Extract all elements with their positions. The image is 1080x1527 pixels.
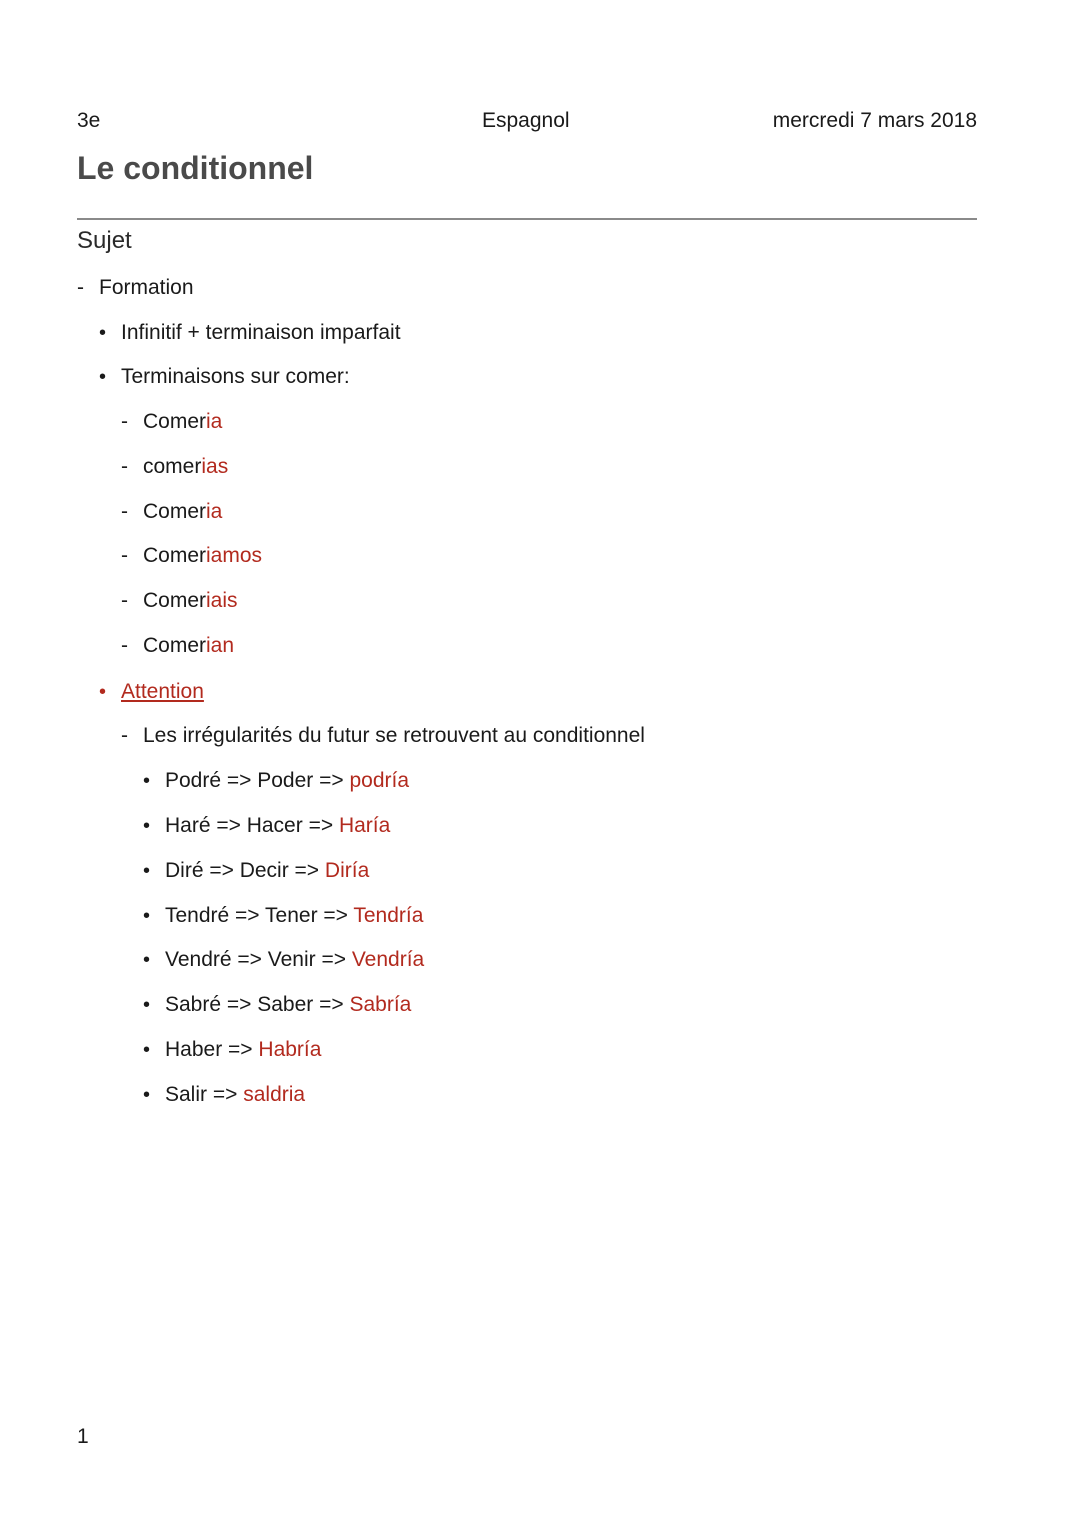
- conditional-form: podría: [349, 769, 410, 792]
- list-item-infinitif: [99, 320, 401, 346]
- dash-marker: -: [121, 589, 128, 612]
- conjugation-item: [121, 543, 263, 569]
- bullet-marker: •: [143, 1084, 151, 1106]
- conditional-form: Sabría: [349, 993, 412, 1016]
- verb-stem: Comer: [143, 410, 207, 433]
- verb-ending: ian: [206, 634, 235, 657]
- list-item-attention: [99, 679, 204, 705]
- list-item-text: Infinitif + terminaison imparfait: [121, 321, 401, 344]
- subject: Espagnol: [482, 109, 570, 132]
- page-title: Le conditionnel: [77, 150, 314, 186]
- attention-link[interactable]: Attention: [121, 680, 204, 703]
- verb-forms: Haré => Hacer =>: [165, 814, 339, 837]
- irregular-verb-item: [143, 947, 425, 973]
- verb-forms: Podré => Poder =>: [165, 769, 350, 792]
- verb-forms: Haber =>: [165, 1038, 259, 1061]
- dash-marker: -: [121, 634, 128, 657]
- bullet-marker: •: [143, 815, 151, 837]
- dash-marker: -: [121, 724, 128, 747]
- bullet-marker: •: [143, 994, 151, 1016]
- conditional-form: Diría: [324, 859, 370, 882]
- conditional-form: Haría: [338, 814, 391, 837]
- conjugation-item: [121, 588, 238, 614]
- dash-marker: -: [121, 455, 128, 478]
- irregular-verb-item: [143, 903, 424, 929]
- dash-marker: -: [77, 276, 84, 299]
- verb-stem: comer: [143, 455, 202, 478]
- verb-forms: Sabré => Saber =>: [165, 993, 350, 1016]
- list-item-text: Les irrégularités du futur se retrouvent au conditionnel: [143, 724, 645, 747]
- date: mercredi 7 mars 2018: [772, 109, 977, 132]
- conditional-form: Vendría: [351, 948, 425, 971]
- bullet-marker: •: [99, 681, 107, 703]
- irregular-verb-item: [143, 813, 391, 839]
- irregular-verb-item: [143, 768, 410, 794]
- conjugation-item: [121, 499, 223, 525]
- verb-ending: ias: [201, 455, 229, 478]
- list-item-irregular-note: [121, 723, 645, 749]
- bullet-marker: •: [143, 860, 151, 882]
- verb-forms: Salir =>: [165, 1083, 244, 1106]
- bullet-marker: •: [99, 322, 107, 344]
- conditional-form: Habría: [258, 1038, 322, 1061]
- bullet-marker: •: [143, 770, 151, 792]
- list-item-text: Formation: [99, 276, 194, 299]
- class-level: 3e: [77, 109, 101, 132]
- conjugation-item: [121, 633, 235, 659]
- divider: [77, 218, 977, 220]
- verb-ending: ia: [206, 500, 223, 523]
- verb-stem: Comer: [143, 634, 207, 657]
- verb-forms: Tendré => Tener =>: [165, 904, 354, 927]
- irregular-verb-item: [143, 1082, 306, 1108]
- conditional-form: saldria: [243, 1083, 306, 1106]
- page-number: 1: [77, 1425, 89, 1448]
- dash-marker: -: [121, 544, 128, 567]
- conjugation-item: [121, 454, 229, 480]
- conjugation-item: [121, 409, 223, 435]
- list-item-formation: [77, 275, 194, 301]
- irregular-verb-item: [143, 992, 412, 1018]
- verb-forms: Vendré => Venir =>: [165, 948, 352, 971]
- dash-marker: -: [121, 410, 128, 433]
- verb-stem: Comer: [143, 544, 207, 567]
- irregular-verb-item: [143, 1037, 322, 1063]
- bullet-marker: •: [99, 366, 107, 388]
- verb-stem: Comer: [143, 589, 207, 612]
- bullet-marker: •: [143, 905, 151, 927]
- dash-marker: -: [121, 500, 128, 523]
- list-item-text: Terminaisons sur comer:: [121, 365, 350, 388]
- verb-ending: iamos: [206, 544, 263, 567]
- verb-stem: Comer: [143, 500, 207, 523]
- irregular-verb-item: [143, 858, 370, 884]
- verb-forms: Diré => Decir =>: [165, 859, 325, 882]
- bullet-marker: •: [143, 949, 151, 971]
- section-heading: Sujet: [77, 227, 132, 254]
- verb-ending: iais: [206, 589, 238, 612]
- list-item-terminaisons: [99, 364, 350, 390]
- conditional-form: Tendría: [353, 904, 424, 927]
- verb-ending: ia: [206, 410, 223, 433]
- bullet-marker: •: [143, 1039, 151, 1061]
